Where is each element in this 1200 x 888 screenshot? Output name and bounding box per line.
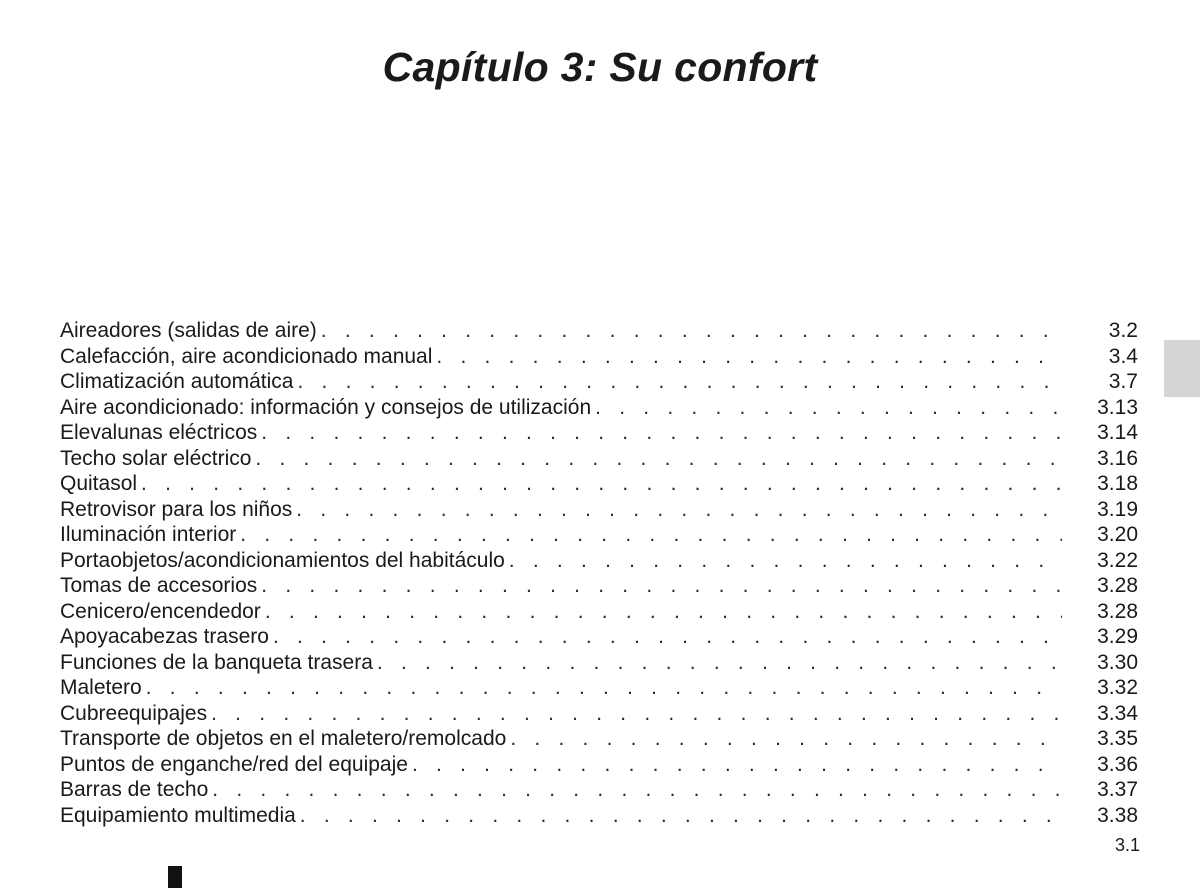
toc-entry-page: 3.4 bbox=[1108, 344, 1138, 368]
toc-leader-dots bbox=[510, 726, 1062, 752]
toc-entry-page: 3.19 bbox=[1097, 497, 1138, 521]
toc-leader-dots bbox=[146, 675, 1062, 701]
toc-entry-label: Cenicero/encendedor bbox=[60, 599, 261, 623]
toc-entry-page: 3.16 bbox=[1097, 446, 1138, 470]
table-of-contents bbox=[60, 318, 1138, 828]
toc-entry-label: Retrovisor para los niños bbox=[60, 497, 293, 521]
toc-entry[interactable] bbox=[60, 599, 1138, 625]
toc-entry-page: 3.38 bbox=[1097, 803, 1138, 827]
toc-entry[interactable] bbox=[60, 548, 1138, 574]
toc-entry[interactable] bbox=[60, 777, 1138, 803]
page-number: 3.1 bbox=[1114, 835, 1140, 855]
toc-entry-label: Equipamiento multimedia bbox=[60, 803, 296, 827]
toc-leader-dots bbox=[595, 395, 1062, 421]
toc-entry-page: 3.35 bbox=[1097, 727, 1138, 750]
toc-entry-label: Climatización automática bbox=[60, 370, 294, 393]
toc-leader-dots bbox=[261, 420, 1062, 446]
toc-entry-label: Techo solar eléctrico bbox=[60, 446, 252, 470]
toc-entry[interactable] bbox=[60, 624, 1138, 650]
toc-entry[interactable] bbox=[60, 522, 1138, 548]
toc-entry-page: 3.22 bbox=[1097, 548, 1138, 572]
toc-entry-label: Maletero bbox=[60, 676, 142, 699]
chapter-side-tab bbox=[1164, 340, 1200, 397]
toc-entry-page: 3.20 bbox=[1097, 523, 1138, 546]
toc-leader-dots bbox=[296, 497, 1062, 523]
toc-leader-dots bbox=[265, 599, 1062, 625]
toc-entry-label: Puntos de enganche/red del equipaje bbox=[60, 752, 408, 776]
toc-entry[interactable] bbox=[60, 446, 1138, 472]
toc-entry[interactable] bbox=[60, 471, 1138, 497]
toc-entry-label: Elevalunas eléctricos bbox=[60, 421, 258, 444]
toc-leader-dots bbox=[377, 650, 1062, 676]
toc-entry[interactable] bbox=[60, 752, 1138, 778]
toc-entry[interactable] bbox=[60, 726, 1138, 752]
toc-entry-label: Apoyacabezas trasero bbox=[60, 625, 269, 648]
toc-leader-dots bbox=[321, 318, 1062, 344]
toc-entry-page: 3.28 bbox=[1097, 599, 1138, 623]
toc-entry[interactable] bbox=[60, 803, 1138, 829]
toc-entry-page: 3.18 bbox=[1097, 472, 1138, 495]
toc-entry-page: 3.7 bbox=[1108, 370, 1138, 393]
toc-entry[interactable] bbox=[60, 497, 1138, 523]
toc-entry-label: Quitasol bbox=[60, 472, 138, 495]
toc-entry-label: Portaobjetos/acondicionamientos del habitáculo bbox=[60, 548, 505, 572]
toc-entry[interactable] bbox=[60, 420, 1138, 446]
chapter-title: Capítulo 3: Su confort bbox=[382, 44, 818, 91]
toc-entry-page: 3.13 bbox=[1097, 395, 1138, 419]
toc-entry-label: Aireadores (salidas de aire) bbox=[60, 319, 317, 342]
toc-entry-page: 3.34 bbox=[1097, 701, 1138, 725]
toc-leader-dots bbox=[141, 471, 1062, 497]
toc-entry-page: 3.28 bbox=[1097, 574, 1138, 597]
toc-entry[interactable] bbox=[60, 573, 1138, 599]
toc-leader-dots bbox=[297, 369, 1062, 395]
toc-entry-page: 3.29 bbox=[1097, 625, 1138, 648]
toc-entry-label: Iluminación interior bbox=[60, 523, 237, 546]
toc-entry[interactable] bbox=[60, 675, 1138, 701]
toc-entry-label: Calefacción, aire acondicionado manual bbox=[60, 344, 433, 368]
toc-entry-label: Cubreequipajes bbox=[60, 701, 208, 725]
toc-entry-page: 3.36 bbox=[1097, 752, 1138, 776]
toc-entry-page: 3.32 bbox=[1097, 676, 1138, 699]
toc-leader-dots bbox=[240, 522, 1062, 548]
toc-entry-page: 3.14 bbox=[1097, 421, 1138, 444]
toc-entry[interactable] bbox=[60, 369, 1138, 395]
toc-leader-dots bbox=[412, 752, 1062, 778]
toc-entry[interactable] bbox=[60, 344, 1138, 370]
toc-leader-dots bbox=[212, 777, 1062, 803]
toc-entry-label: Funciones de la banqueta trasera bbox=[60, 650, 373, 674]
toc-leader-dots bbox=[255, 446, 1062, 472]
toc-entry-label: Transporte de objetos en el maletero/remolcado bbox=[60, 727, 507, 750]
toc-entry[interactable] bbox=[60, 318, 1138, 344]
toc-entry-label: Aire acondicionado: información y consejos de utilización bbox=[60, 395, 592, 419]
toc-leader-dots bbox=[436, 344, 1062, 370]
toc-leader-dots bbox=[211, 701, 1062, 727]
crop-mark bbox=[168, 866, 182, 888]
toc-leader-dots bbox=[261, 573, 1062, 599]
toc-entry[interactable] bbox=[60, 395, 1138, 421]
toc-entry-label: Barras de techo bbox=[60, 778, 209, 801]
toc-entry[interactable] bbox=[60, 701, 1138, 727]
toc-leader-dots bbox=[509, 548, 1062, 574]
toc-entry-page: 3.30 bbox=[1097, 650, 1138, 674]
toc-entry[interactable] bbox=[60, 650, 1138, 676]
toc-entry-page: 3.37 bbox=[1097, 778, 1138, 801]
toc-entry-page: 3.2 bbox=[1108, 319, 1138, 342]
toc-entry-label: Tomas de accesorios bbox=[60, 574, 258, 597]
toc-leader-dots bbox=[300, 803, 1062, 829]
toc-leader-dots bbox=[273, 624, 1062, 650]
